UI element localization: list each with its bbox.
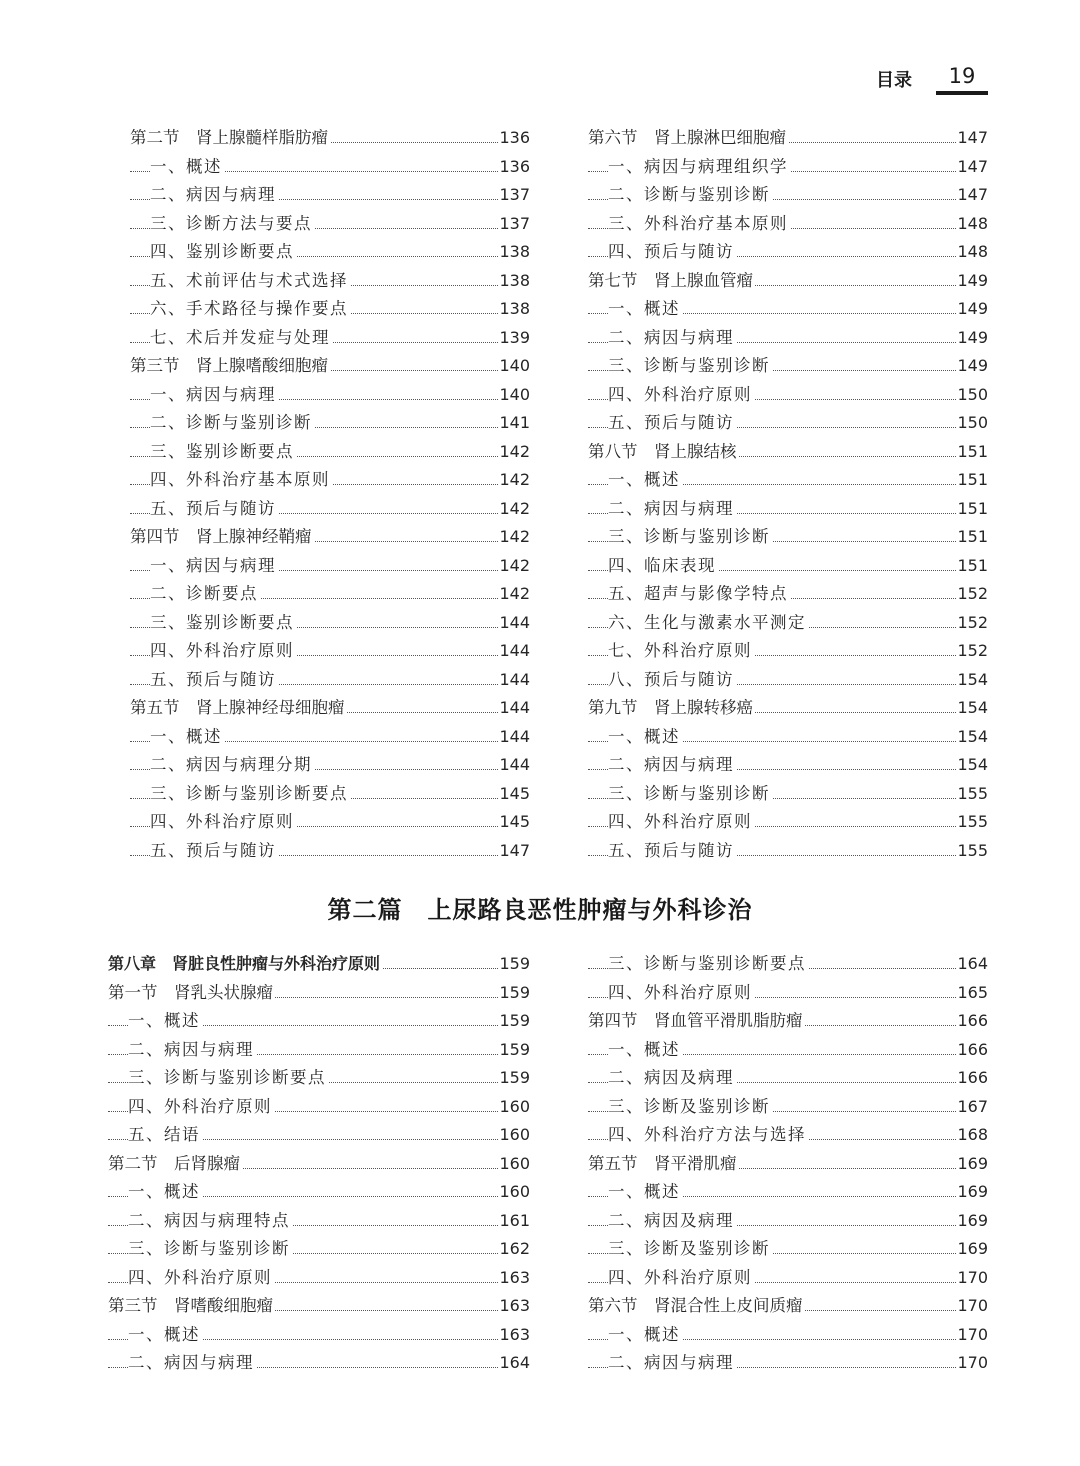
toc-entry-section[interactable] — [588, 1150, 988, 1179]
toc-entry-page: 155 — [956, 780, 988, 809]
toc-entry-page: 149 — [956, 295, 988, 324]
toc-entry-sub[interactable] — [108, 1264, 530, 1293]
toc-entry-sub[interactable] — [108, 1235, 530, 1264]
toc-entry-sub[interactable] — [588, 1064, 988, 1093]
toc-entry-title: 一、概述 — [128, 1007, 202, 1036]
toc-entry-title: 四、外科治疗原则 — [608, 381, 754, 410]
toc-entry-sub[interactable] — [130, 295, 530, 324]
toc-entry-page: 142 — [498, 552, 530, 581]
toc-entry-sub[interactable] — [588, 238, 988, 267]
toc-entry-page: 160 — [498, 1150, 530, 1179]
toc-entry-section[interactable] — [588, 438, 988, 467]
toc-entry-sub[interactable] — [130, 780, 530, 809]
toc-entry-title: 二、病因与病理 — [128, 1036, 256, 1065]
toc-entry-page: 144 — [498, 751, 530, 780]
toc-entry-title: 三、外科治疗基本原则 — [608, 210, 790, 239]
page-header — [0, 0, 1080, 100]
toc-entry-title: 五、预后与随访 — [150, 837, 278, 866]
toc-entry-title: 一、病因与病理 — [150, 552, 278, 581]
toc-entry-title: 第四节 肾血管平滑肌脂肪瘤 — [588, 1007, 805, 1036]
toc-entry-sub[interactable] — [588, 950, 988, 979]
toc-entry-page: 136 — [498, 153, 530, 182]
toc-entry-sub[interactable] — [130, 238, 530, 267]
toc-entry-title: 一、病因与病理 — [150, 381, 278, 410]
toc-entry-title: 五、术前评估与术式选择 — [150, 267, 350, 296]
toc-entry-title: 四、外科治疗基本原则 — [150, 466, 332, 495]
toc-entry-sub[interactable] — [108, 1064, 530, 1093]
toc-entry-sub[interactable] — [588, 609, 988, 638]
toc-entry-page: 145 — [498, 780, 530, 809]
toc-entry-sub[interactable] — [588, 466, 988, 495]
toc-entry-section[interactable] — [108, 1292, 530, 1321]
toc-entry-page: 144 — [498, 609, 530, 638]
toc-entry-title: 四、外科治疗原则 — [608, 979, 754, 1008]
toc-entry-title: 四、临床表现 — [608, 552, 718, 581]
toc-entry-sub[interactable] — [108, 1178, 530, 1207]
toc-entry-title: 第九节 肾上腺转移癌 — [588, 694, 755, 723]
toc-entry-page: 161 — [498, 1207, 530, 1236]
toc-entry-page: 160 — [498, 1178, 530, 1207]
toc-entry-title: 二、病因与病理分期 — [150, 751, 314, 780]
toc-entry-sub[interactable] — [588, 295, 988, 324]
toc-entry-section[interactable] — [588, 267, 988, 296]
toc-entry-page: 152 — [956, 580, 988, 609]
toc-entry-sub[interactable] — [108, 1321, 530, 1350]
toc-entry-page: 144 — [498, 637, 530, 666]
toc-entry-title: 二、病因与病理特点 — [128, 1207, 292, 1236]
toc-entry-sub[interactable] — [588, 1264, 988, 1293]
toc-entry-page: 148 — [956, 238, 988, 267]
toc-entry-title: 四、外科治疗原则 — [128, 1093, 274, 1122]
toc-entry-title: 三、诊断及鉴别诊断 — [608, 1093, 772, 1122]
toc-entry-section[interactable] — [130, 124, 530, 153]
toc-entry-title: 第三节 肾上腺嗜酸细胞瘤 — [130, 352, 330, 381]
toc-entry-page: 140 — [498, 381, 530, 410]
toc-entry-sub[interactable] — [588, 751, 988, 780]
toc-entry-title: 四、外科治疗原则 — [150, 808, 296, 837]
toc-entry-title: 六、生化与激素水平测定 — [608, 609, 808, 638]
toc-entry-sub[interactable] — [130, 808, 530, 837]
toc-entry-section[interactable] — [588, 1007, 988, 1036]
toc-entry-title: 一、概述 — [608, 1036, 682, 1065]
toc-entry-title: 三、诊断与鉴别诊断要点 — [128, 1064, 328, 1093]
toc-entry-sub[interactable] — [588, 523, 988, 552]
toc-entry-page: 160 — [498, 1093, 530, 1122]
toc-entry-sub[interactable] — [130, 637, 530, 666]
toc-entry-sub[interactable] — [588, 409, 988, 438]
toc-entry-page: 163 — [498, 1264, 530, 1293]
toc-entry-title: 第八章 肾脏良性肿瘤与外科治疗原则 — [108, 950, 382, 979]
toc-entry-title: 一、概述 — [608, 1178, 682, 1207]
toc-entry-title: 五、预后与随访 — [150, 495, 278, 524]
toc-entry-page: 148 — [956, 210, 988, 239]
toc-entry-page: 167 — [956, 1093, 988, 1122]
toc-entry-sub[interactable] — [130, 409, 530, 438]
toc-entry-sub[interactable] — [130, 837, 530, 866]
toc-entry-page: 151 — [956, 438, 988, 467]
toc-entry-sub[interactable] — [588, 1178, 988, 1207]
toc-entry-page: 147 — [956, 153, 988, 182]
toc-entry-title: 三、鉴别诊断要点 — [150, 609, 296, 638]
toc-entry-title: 第一节 肾乳头状腺瘤 — [108, 979, 275, 1008]
toc-entry-page: 170 — [956, 1349, 988, 1378]
toc-entry-sub[interactable] — [130, 552, 530, 581]
toc-entry-sub[interactable] — [108, 1349, 530, 1378]
toc-entry-sub[interactable] — [588, 837, 988, 866]
toc-entry-title: 第六节 肾混合性上皮间质瘤 — [588, 1292, 805, 1321]
toc-entry-title: 二、病因及病理 — [608, 1064, 736, 1093]
toc-entry-sub[interactable] — [130, 181, 530, 210]
toc-entry-page: 144 — [498, 666, 530, 695]
toc-column-top-right — [588, 124, 988, 865]
toc-entry-page: 138 — [498, 267, 530, 296]
toc-entry-section[interactable] — [130, 694, 530, 723]
toc-entry-sub[interactable] — [588, 1036, 988, 1065]
toc-entry-page: 142 — [498, 523, 530, 552]
toc-entry-title: 三、诊断及鉴别诊断 — [608, 1235, 772, 1264]
toc-column-bottom-right — [588, 950, 988, 1378]
toc-entry-sub[interactable] — [588, 1235, 988, 1264]
toc-entry-sub[interactable] — [130, 153, 530, 182]
toc-entry-title: 五、预后与随访 — [608, 409, 736, 438]
toc-entry-sub[interactable] — [588, 324, 988, 353]
toc-entry-section[interactable] — [588, 1292, 988, 1321]
toc-entry-page: 145 — [498, 808, 530, 837]
toc-entry-page: 144 — [498, 694, 530, 723]
toc-entry-page: 150 — [956, 381, 988, 410]
toc-entry-title: 四、外科治疗原则 — [608, 1264, 754, 1293]
toc-entry-title: 三、诊断与鉴别诊断 — [608, 352, 772, 381]
toc-entry-sub[interactable] — [588, 808, 988, 837]
toc-entry-title: 四、外科治疗原则 — [150, 637, 296, 666]
toc-entry-sub[interactable] — [588, 1207, 988, 1236]
toc-entry-sub[interactable] — [588, 1349, 988, 1378]
toc-entry-sub[interactable] — [588, 181, 988, 210]
toc-entry-title: 二、病因与病理 — [608, 1349, 736, 1378]
toc-entry-title: 七、术后并发症与处理 — [150, 324, 332, 353]
toc-entry-title: 第五节 肾上腺神经母细胞瘤 — [130, 694, 347, 723]
toc-entry-sub[interactable] — [588, 1121, 988, 1150]
toc-entry-page: 150 — [956, 409, 988, 438]
toc-entry-title: 二、病因与病理 — [608, 324, 736, 353]
toc-entry-page: 147 — [956, 124, 988, 153]
toc-entry-title: 第二节 后肾腺瘤 — [108, 1150, 242, 1179]
toc-entry-title: 一、概述 — [608, 466, 682, 495]
toc-entry-sub[interactable] — [588, 352, 988, 381]
toc-entry-page: 166 — [956, 1007, 988, 1036]
toc-entry-title: 四、外科治疗原则 — [128, 1264, 274, 1293]
toc-entry-page: 155 — [956, 837, 988, 866]
toc-entry-page: 160 — [498, 1121, 530, 1150]
toc-entry-page: 163 — [498, 1321, 530, 1350]
toc-entry-sub[interactable] — [130, 495, 530, 524]
toc-entry-title: 四、外科治疗原则 — [608, 808, 754, 837]
toc-entry-page: 159 — [498, 950, 530, 979]
toc-entry-section[interactable] — [108, 979, 530, 1008]
toc-entry-page: 166 — [956, 1036, 988, 1065]
toc-entry-title: 一、概述 — [608, 1321, 682, 1350]
toc-entry-sub[interactable] — [130, 324, 530, 353]
toc-entry-title: 一、概述 — [608, 295, 682, 324]
toc-entry-page: 154 — [956, 751, 988, 780]
toc-entry-section[interactable] — [108, 1150, 530, 1179]
toc-entry-sub[interactable] — [588, 153, 988, 182]
toc-entry-title: 二、病因与病理 — [608, 495, 736, 524]
toc-entry-title: 五、预后与随访 — [608, 837, 736, 866]
toc-entry-title: 六、手术路径与操作要点 — [150, 295, 350, 324]
toc-entry-title: 三、诊断与鉴别诊断 — [608, 780, 772, 809]
toc-entry-sub[interactable] — [130, 723, 530, 752]
toc-entry-sub[interactable] — [108, 1007, 530, 1036]
toc-entry-sub[interactable] — [108, 1207, 530, 1236]
toc-entry-title: 三、诊断与鉴别诊断要点 — [150, 780, 350, 809]
toc-entry-page: 159 — [498, 1036, 530, 1065]
toc-entry-title: 三、诊断方法与要点 — [150, 210, 314, 239]
toc-entry-sub[interactable] — [588, 780, 988, 809]
toc-entry-page: 147 — [498, 837, 530, 866]
toc-entry-page: 136 — [498, 124, 530, 153]
toc-entry-sub[interactable] — [588, 381, 988, 410]
toc-entry-title: 三、鉴别诊断要点 — [150, 438, 296, 467]
toc-entry-page: 169 — [956, 1150, 988, 1179]
toc-entry-title: 二、诊断要点 — [150, 580, 260, 609]
toc-entry-sub[interactable] — [108, 1036, 530, 1065]
toc-entry-sub[interactable] — [588, 979, 988, 1008]
toc-entry-page: 137 — [498, 210, 530, 239]
toc-entry-page: 141 — [498, 409, 530, 438]
toc-entry-page: 169 — [956, 1207, 988, 1236]
toc-entry-page: 159 — [498, 979, 530, 1008]
toc-entry-sub[interactable] — [130, 751, 530, 780]
toc-entry-page: 168 — [956, 1121, 988, 1150]
toc-entry-title: 二、病因与病理 — [128, 1349, 256, 1378]
toc-entry-page: 151 — [956, 552, 988, 581]
toc-entry-title: 二、病因与病理 — [608, 751, 736, 780]
toc-entry-page: 152 — [956, 637, 988, 666]
toc-entry-title: 四、外科治疗方法与选择 — [608, 1121, 808, 1150]
toc-entry-page: 151 — [956, 523, 988, 552]
toc-entry-page: 164 — [498, 1349, 530, 1378]
toc-entry-sub[interactable] — [130, 666, 530, 695]
toc-entry-sub[interactable] — [588, 580, 988, 609]
toc-entry-title: 一、概述 — [128, 1178, 202, 1207]
toc-entry-title: 第五节 肾平滑肌瘤 — [588, 1150, 739, 1179]
toc-entry-page: 164 — [956, 950, 988, 979]
toc-entry-sub[interactable] — [130, 210, 530, 239]
page-number: 19 — [948, 64, 976, 88]
toc-entry-title: 二、病因及病理 — [608, 1207, 736, 1236]
toc-entry-page: 151 — [956, 466, 988, 495]
toc-entry-page: 170 — [956, 1264, 988, 1293]
toc-entry-title: 三、诊断与鉴别诊断 — [608, 523, 772, 552]
toc-entry-page: 155 — [956, 808, 988, 837]
toc-entry-title: 一、病因与病理组织学 — [608, 153, 790, 182]
toc-entry-title: 第八节 肾上腺结核 — [588, 438, 739, 467]
toc-entry-sub[interactable] — [130, 580, 530, 609]
toc-entry-title: 第七节 肾上腺血管瘤 — [588, 267, 755, 296]
toc-entry-page: 170 — [956, 1321, 988, 1350]
toc-entry-page: 159 — [498, 1007, 530, 1036]
toc-entry-page: 154 — [956, 723, 988, 752]
toc-entry-page: 138 — [498, 238, 530, 267]
toc-entry-sub[interactable] — [130, 381, 530, 410]
toc-entry-title: 二、病因与病理 — [150, 181, 278, 210]
toc-entry-page: 149 — [956, 324, 988, 353]
toc-entry-page: 140 — [498, 352, 530, 381]
toc-entry-title: 二、诊断与鉴别诊断 — [150, 409, 314, 438]
toc-entry-section[interactable] — [130, 352, 530, 381]
toc-entry-page: 149 — [956, 352, 988, 381]
toc-entry-page: 151 — [956, 495, 988, 524]
toc-entry-page: 163 — [498, 1292, 530, 1321]
running-head-title: 目录 — [876, 70, 912, 91]
toc-entry-page: 138 — [498, 295, 530, 324]
toc-entry-section[interactable] — [130, 523, 530, 552]
toc-column-top-left — [130, 124, 530, 865]
toc-entry-page: 147 — [956, 181, 988, 210]
toc-entry-sub[interactable] — [588, 1093, 988, 1122]
toc-entry-page: 170 — [956, 1292, 988, 1321]
toc-entry-sub[interactable] — [588, 666, 988, 695]
toc-entry-chapter[interactable] — [108, 950, 530, 979]
toc-entry-sub[interactable] — [588, 552, 988, 581]
toc-entry-page: 169 — [956, 1178, 988, 1207]
toc-entry-title: 七、外科治疗原则 — [608, 637, 754, 666]
toc-entry-sub[interactable] — [108, 1093, 530, 1122]
toc-entry-title: 第四节 肾上腺神经鞘瘤 — [130, 523, 314, 552]
toc-entry-page: 165 — [956, 979, 988, 1008]
toc-entry-page: 154 — [956, 694, 988, 723]
toc-entry-page: 152 — [956, 609, 988, 638]
toc-entry-page: 142 — [498, 580, 530, 609]
toc-entry-sub[interactable] — [130, 466, 530, 495]
toc-entry-sub[interactable] — [130, 438, 530, 467]
toc-entry-sub[interactable] — [588, 1321, 988, 1350]
toc-entry-sub[interactable] — [130, 609, 530, 638]
toc-entry-title: 三、诊断与鉴别诊断 — [128, 1235, 292, 1264]
toc-entry-section[interactable] — [588, 124, 988, 153]
header-rule — [936, 91, 988, 95]
toc-entry-sub[interactable] — [588, 210, 988, 239]
toc-column-bottom-left — [108, 950, 530, 1378]
toc-entry-sub[interactable] — [588, 723, 988, 752]
toc-entry-sub[interactable] — [588, 495, 988, 524]
toc-entry-page: 154 — [956, 666, 988, 695]
toc-entry-page: 144 — [498, 723, 530, 752]
toc-entry-title: 一、概述 — [608, 723, 682, 752]
toc-entry-section[interactable] — [588, 694, 988, 723]
toc-entry-title: 五、预后与随访 — [150, 666, 278, 695]
toc-entry-page: 139 — [498, 324, 530, 353]
toc-entry-sub[interactable] — [130, 267, 530, 296]
toc-entry-title: 五、结语 — [128, 1121, 202, 1150]
toc-entry-page: 162 — [498, 1235, 530, 1264]
toc-entry-title: 四、预后与随访 — [608, 238, 736, 267]
toc-entry-page: 142 — [498, 495, 530, 524]
toc-entry-title: 五、超声与影像学特点 — [608, 580, 790, 609]
toc-entry-title: 第三节 肾嗜酸细胞瘤 — [108, 1292, 275, 1321]
toc-entry-page: 149 — [956, 267, 988, 296]
toc-entry-title: 三、诊断与鉴别诊断要点 — [608, 950, 808, 979]
toc-entry-title: 第六节 肾上腺淋巴细胞瘤 — [588, 124, 788, 153]
toc-entry-sub[interactable] — [108, 1121, 530, 1150]
toc-entry-title: 一、概述 — [150, 723, 224, 752]
toc-entry-page: 137 — [498, 181, 530, 210]
toc-entry-title: 二、诊断与鉴别诊断 — [608, 181, 772, 210]
toc-entry-title: 一、概述 — [150, 153, 224, 182]
toc-entry-page: 159 — [498, 1064, 530, 1093]
toc-entry-title: 第二节 肾上腺髓样脂肪瘤 — [130, 124, 330, 153]
toc-entry-page: 142 — [498, 466, 530, 495]
part-title: 第二篇 上尿路良恶性肿瘤与外科诊治 — [327, 896, 753, 924]
toc-entry-title: 八、预后与随访 — [608, 666, 736, 695]
toc-entry-sub[interactable] — [588, 637, 988, 666]
toc-entry-page: 166 — [956, 1064, 988, 1093]
toc-entry-title: 四、鉴别诊断要点 — [150, 238, 296, 267]
toc-entry-page: 169 — [956, 1235, 988, 1264]
toc-entry-page: 142 — [498, 438, 530, 467]
toc-entry-title: 一、概述 — [128, 1321, 202, 1350]
